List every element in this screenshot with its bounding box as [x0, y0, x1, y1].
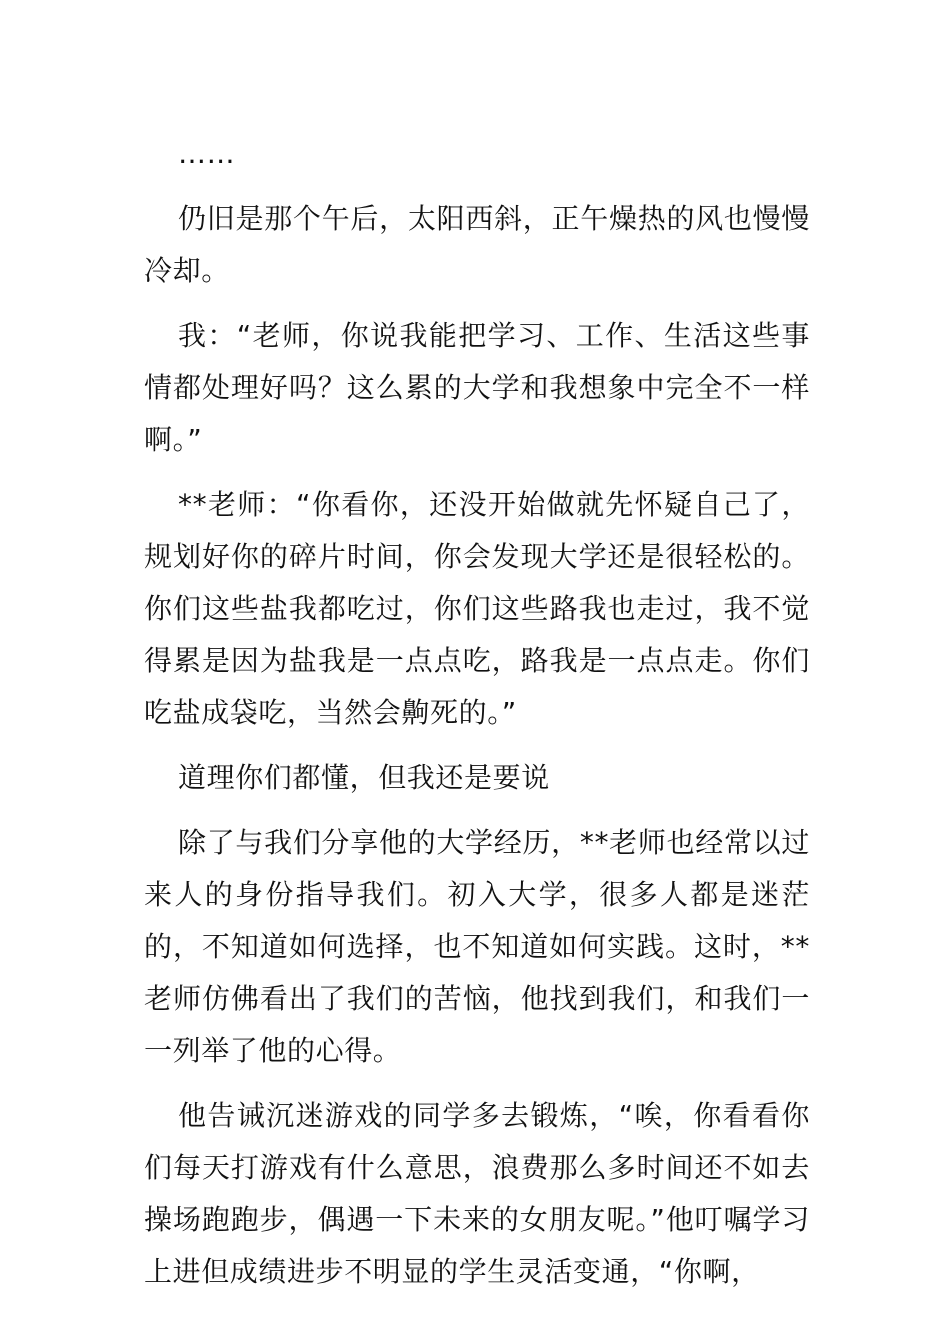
paragraph-teacher-advice: 他告诫沉迷游戏的同学多去锻炼，“唉，你看看你们每天打游戏有什么意思，浪费那么多时间还不如去操场跑跑步，偶遇一下未来的女朋友呢。”他叮嘱学习上进但成绩进步不明显的学生灵活变通，“你啊， — [144, 1099, 810, 1288]
paragraph-heading-reason: 道理你们都懂，但我还是要说 — [178, 761, 550, 794]
paragraph-teacher-guidance: 除了与我们分享他的大学经历，**老师也经常以过来人的身份指导我们。初入大学，很多人都是迷茫的，不知道如何选择，也不知道如何实践。这时，**老师仿佛看出了我们的苦恼，他找到我们，和我们一一列举了他的心得。 — [144, 826, 810, 1067]
paragraph-ellipsis: …… — [178, 137, 236, 170]
paragraph-teacher-answer: **老师：“你看你，还没开始做就先怀疑自己了，规划好你的碎片时间，你会发现大学还是很轻松的。你们这些盐我都吃过，你们这些路我也走过，我不觉得累是因为盐我是一点点吃，路我是一点点走。你们吃盐成袋吃，当然会齁死的。” — [144, 488, 810, 729]
document-page — [144, 128, 810, 1311]
paragraph-student-question: 我：“老师，你说我能把学习、工作、生活这些事情都处理好吗？这么累的大学和我想象中完全不一样啊。” — [144, 319, 810, 456]
paragraph-afternoon: 仍旧是那个午后，太阳西斜，正午燥热的风也慢慢冷却。 — [144, 202, 810, 287]
